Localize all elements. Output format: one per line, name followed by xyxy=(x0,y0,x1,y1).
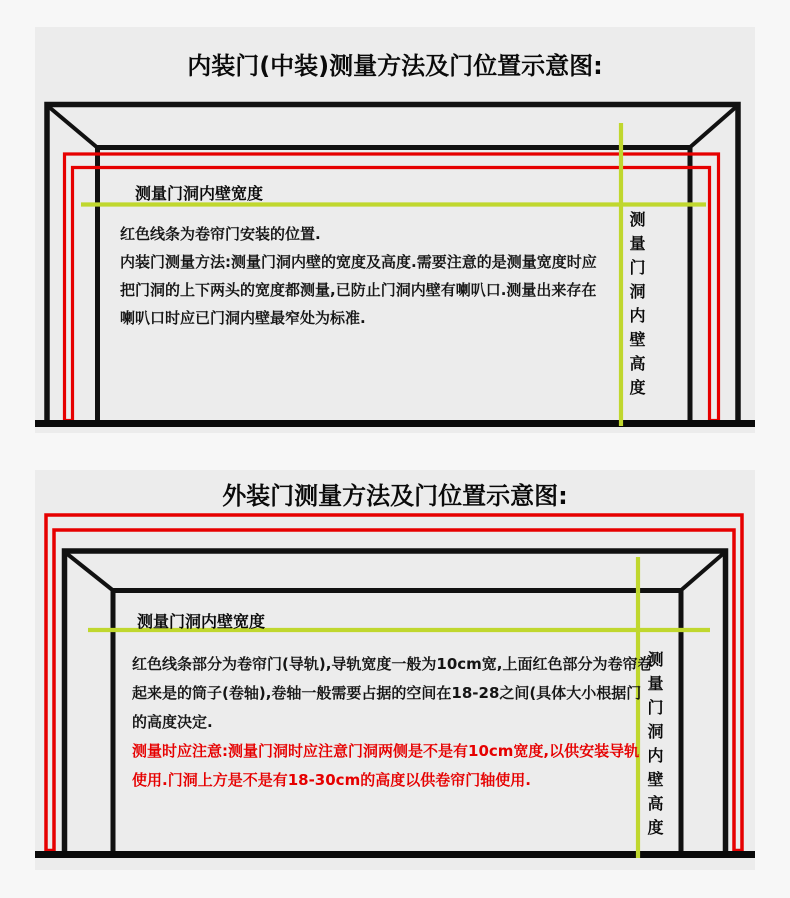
instruction-line: 内装门测量方法:测量门洞内壁的宽度及高度.需要注意的是测量宽度时应 xyxy=(120,253,597,271)
panel2-instructions xyxy=(132,650,653,795)
instruction-line: 喇叭口时应已门洞内壁最窄处为标准. xyxy=(120,309,366,327)
instruction-line-warning: 使用.门洞上方是不是有18-30cm的高度以供卷帘门轴使用. xyxy=(132,771,531,789)
panel1-width-label: 测量门洞内壁宽度 xyxy=(135,184,264,203)
panel2-width-label: 测量门洞内壁宽度 xyxy=(137,612,266,631)
panel1-title: 内装门(中装)测量方法及门位置示意图: xyxy=(187,52,603,80)
instruction-line: 红色线条部分为卷帘门(导轨),导轨宽度一般为10cm宽,上面红色部分为卷帘卷 xyxy=(132,655,653,673)
perspective-corner-left xyxy=(49,107,99,149)
instruction-line: 红色线条为卷帘门安装的位置. xyxy=(120,225,321,243)
panel1-height-label: 测量门洞内壁高度 xyxy=(627,211,646,403)
instruction-line: 的高度决定. xyxy=(132,713,213,731)
interior-door-panel xyxy=(35,27,755,433)
perspective-corner-right xyxy=(679,553,724,592)
panel2-height-label: 测量门洞内壁高度 xyxy=(645,651,664,843)
exterior-door-panel xyxy=(35,470,755,870)
instruction-line: 把门洞的上下两头的宽度都测量,已防止门洞内壁有喇叭口.测量出来存在 xyxy=(120,281,597,299)
perspective-corner-right xyxy=(688,107,736,149)
panel1-instructions xyxy=(120,220,597,332)
instruction-line: 起来是的筒子(卷轴),卷轴一般需要占据的空间在18-28之间(具体大小根据门 xyxy=(132,684,642,702)
instruction-line-warning: 测量时应注意:测量门洞时应注意门洞两侧是不是有10cm宽度,以供安装导轨 xyxy=(132,742,640,760)
panel2-title: 外装门测量方法及门位置示意图: xyxy=(222,482,568,510)
perspective-corner-left xyxy=(66,553,115,592)
